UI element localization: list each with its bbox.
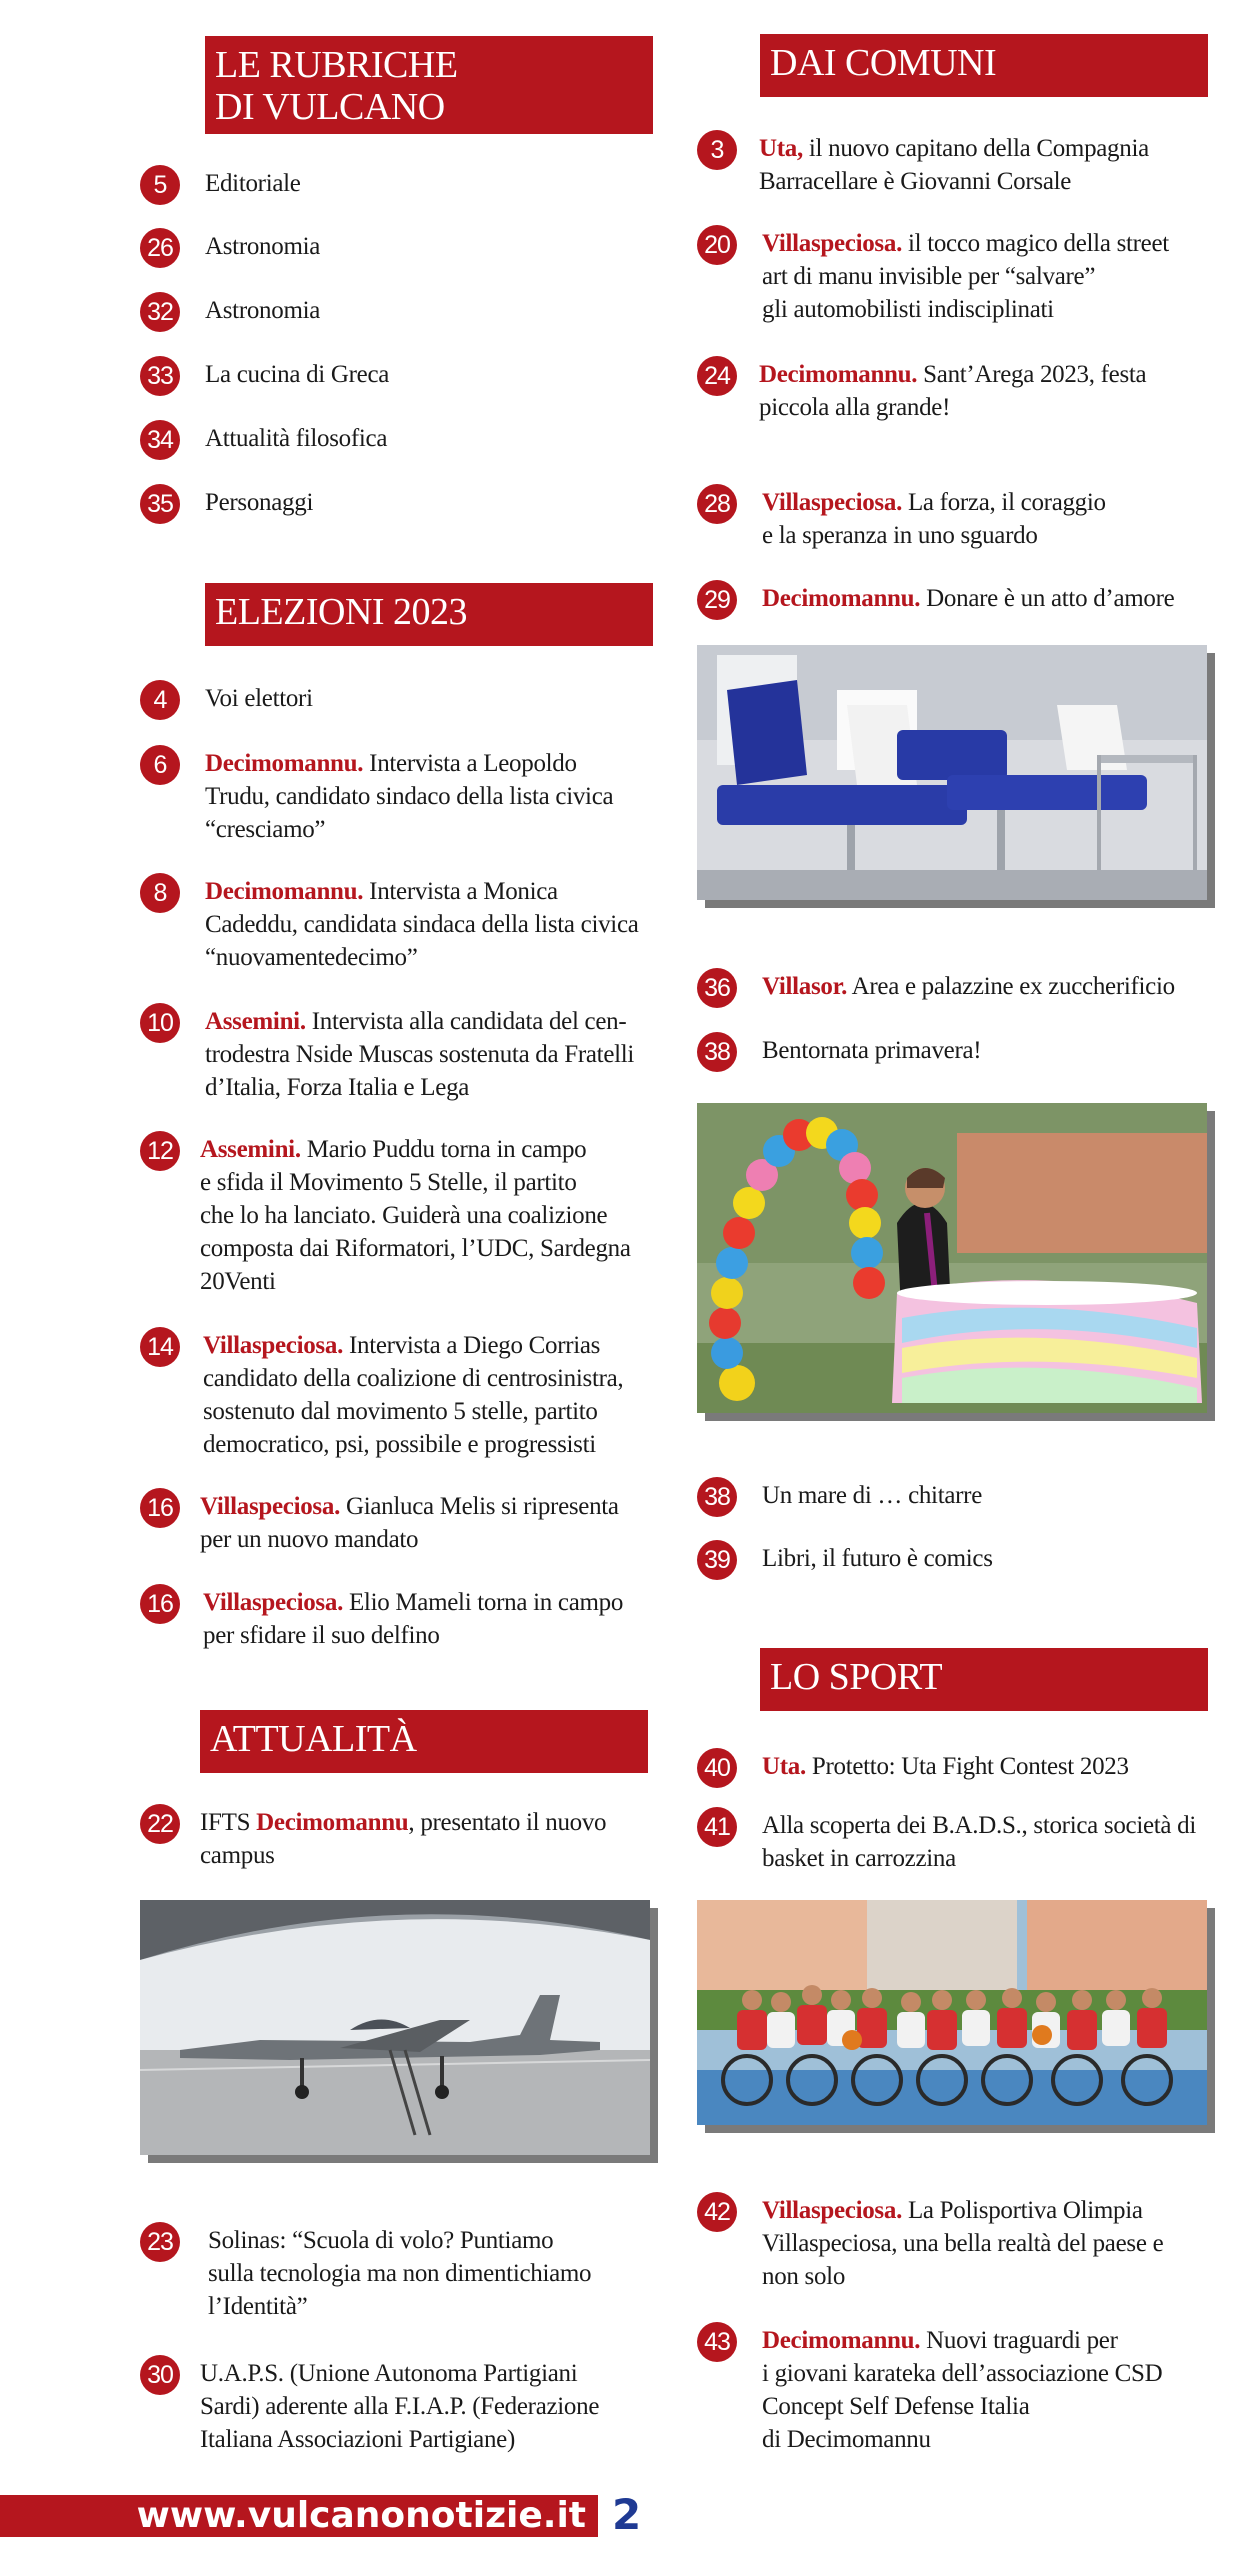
page-number-badge: 35	[140, 484, 180, 524]
website-url[interactable]: www.vulcanonotizie.it	[0, 2495, 598, 2537]
page-number-badge: 5	[140, 165, 180, 205]
toc-entry-title: Editoriale	[205, 170, 301, 197]
page-number-badge: 22	[140, 1804, 180, 1844]
page-number-badge: 10	[140, 1003, 180, 1043]
page-number-badge: 28	[697, 484, 737, 524]
place-name: Uta,	[759, 135, 803, 162]
page-number-badge: 38	[697, 1032, 737, 1072]
page-number-badge: 38	[697, 1477, 737, 1517]
toc-entry-title: Villaspeciosa. Elio Mameli torna in campo per sfidare il suo delfino	[203, 1589, 624, 1649]
section-title-comuni: DAI COMUNI	[760, 34, 1208, 97]
toc-entry-title: Un mare di … chitarre	[762, 1482, 982, 1509]
page-number-badge: 32	[140, 292, 180, 332]
place-name: Decimomannu.	[762, 585, 921, 612]
toc-entry-title: Decimomannu. Intervista a Leopoldo Trudu, candidato sindaco della lista civica “cresciamo”	[205, 750, 614, 843]
toc-entry-title: U.A.P.S. (Unione Autonoma Partigiani Sardi) aderente alla F.I.A.P. (Federazione Italiana Associazioni Partigiane)	[200, 2360, 600, 2453]
toc-entry-title: Astronomia	[205, 297, 321, 324]
place-name: Villaspeciosa.	[762, 230, 903, 257]
page-number-badge: 26	[140, 228, 180, 268]
section-title-rubriche: LE RUBRICHE DI VULCANO	[205, 36, 653, 134]
place-name: Villaspeciosa.	[203, 1332, 344, 1359]
toc-entry-title: Voi elettori	[205, 685, 313, 712]
page-number-badge: 8	[140, 873, 180, 913]
page-number-badge: 16	[140, 1584, 180, 1624]
page-number-badge: 30	[140, 2355, 180, 2395]
place-name: Uta.	[762, 1753, 806, 1780]
place-name: Assemini.	[200, 1136, 301, 1163]
spring-party-photo	[697, 1103, 1207, 1413]
toc-entry-title: Attualità filosofica	[205, 425, 388, 452]
toc-entry-title: Villaspeciosa. La forza, il coraggio e la speranza in uno sguardo	[762, 489, 1106, 549]
toc-entry-title: Villaspeciosa. Intervista a Diego Corrias candidato della coalizione di centrosinistra, sostenuto dal movimento 5 stelle, partito democratico, psi, possibile e progressisti	[203, 1332, 624, 1458]
page-number-badge: 40	[697, 1748, 737, 1788]
page-number-badge: 39	[697, 1540, 737, 1580]
page-number-badge: 29	[697, 580, 737, 620]
page-number-badge: 24	[697, 356, 737, 396]
place-name: Villaspeciosa.	[762, 2197, 903, 2224]
page-number-badge: 6	[140, 745, 180, 785]
section-title-sport: LO SPORT	[760, 1648, 1208, 1711]
page-number-badge: 3	[697, 130, 737, 170]
page-number-badge: 20	[697, 225, 737, 265]
toc-entry-title: Personaggi	[205, 489, 314, 516]
page-number: 2	[612, 2490, 642, 2539]
place-name: Villaspeciosa.	[203, 1589, 344, 1616]
section-title-elezioni: ELEZIONI 2023	[205, 583, 653, 646]
toc-entry-title: IFTS Decimomannu, presentato il nuovo campus	[200, 1809, 607, 1869]
page-number-badge: 43	[697, 2322, 737, 2362]
place-name: Villasor.	[762, 973, 848, 1000]
toc-entry-title: Libri, il futuro è comics	[762, 1545, 993, 1572]
page-number-badge: 14	[140, 1327, 180, 1367]
toc-entry-title: Villasor. Area e palazzine ex zuccherificio	[762, 973, 1175, 1000]
page-number-badge: 16	[140, 1488, 180, 1528]
place-name: Decimomannu.	[205, 750, 364, 777]
toc-entry-title: Assemini. Mario Puddu torna in campo e sfida il Movimento 5 Stelle, il partito che lo ha lanciato. Guiderà una coalizione composta dai Riformatori, l’UDC, Sardegna 20Venti	[200, 1136, 631, 1295]
toc-entry-title: La cucina di Greca	[205, 361, 390, 388]
toc-entry-title: Bentornata primavera!	[762, 1037, 982, 1064]
toc-entry-title: Uta. Protetto: Uta Fight Contest 2023	[762, 1753, 1129, 1780]
toc-entry-title: Decimomannu. Donare è un atto d’amore	[762, 585, 1175, 612]
toc-entry-title: Villaspeciosa. il tocco magico della street art di manu invisible per “salvare” gli automobilisti indisciplinati	[762, 230, 1169, 323]
place-name: Villaspeciosa.	[200, 1493, 341, 1520]
jet-photo	[140, 1900, 650, 2155]
page-number-badge: 34	[140, 420, 180, 460]
toc-entry-title: Assemini. Intervista alla candidata del cen- trodestra Nside Muscas sostenuta da Fratelli d’Italia, Forza Italia e Lega	[205, 1008, 635, 1101]
place-name: Decimomannu.	[762, 2327, 921, 2354]
page-number-badge: 33	[140, 356, 180, 396]
toc-entry-title: Decimomannu. Sant’Arega 2023, festa piccola alla grande!	[759, 361, 1147, 421]
blood-donation-photo	[697, 645, 1207, 900]
toc-entry-title: Uta, il nuovo capitano della Compagnia Barracellare è Giovanni Corsale	[759, 135, 1149, 195]
place-name: Decimomannu	[256, 1809, 409, 1836]
page-number-badge: 12	[140, 1131, 180, 1171]
toc-entry-title: Astronomia	[205, 233, 321, 260]
place-name: Assemini.	[205, 1008, 306, 1035]
wheelchair-basketball-photo	[697, 1900, 1207, 2125]
place-name: Villaspeciosa.	[762, 489, 903, 516]
toc-entry-title: Solinas: “Scuola di volo? Puntiamo sulla tecnologia ma non dimentichiamo l’Identità”	[208, 2227, 592, 2320]
place-name: Decimomannu.	[759, 361, 918, 388]
page-number-badge: 42	[697, 2192, 737, 2232]
page-number-badge: 23	[140, 2222, 180, 2262]
toc-entry-title: Villaspeciosa. Gianluca Melis si ripresenta per un nuovo mandato	[200, 1493, 619, 1553]
page-number-badge: 4	[140, 680, 180, 720]
section-title-attualita: ATTUALITÀ	[200, 1710, 648, 1773]
toc-entry-title: Decimomannu. Intervista a Monica Cadeddu, candidata sindaca della lista civica “nuovamentedecimo”	[205, 878, 639, 971]
place-name: Decimomannu.	[205, 878, 364, 905]
toc-entry-title: Villaspeciosa. La Polisportiva Olimpia Villaspeciosa, una bella realtà del paese e non solo	[762, 2197, 1164, 2290]
page-number-badge: 36	[697, 968, 737, 1008]
toc-entry-title: Decimomannu. Nuovi traguardi per i giovani karateka dell’associazione CSD Concept Self Defense Italia di Decimomannu	[762, 2327, 1163, 2453]
toc-entry-title: Alla scoperta dei B.A.D.S., storica società di basket in carrozzina	[762, 1812, 1197, 1872]
page-number-badge: 41	[697, 1807, 737, 1847]
